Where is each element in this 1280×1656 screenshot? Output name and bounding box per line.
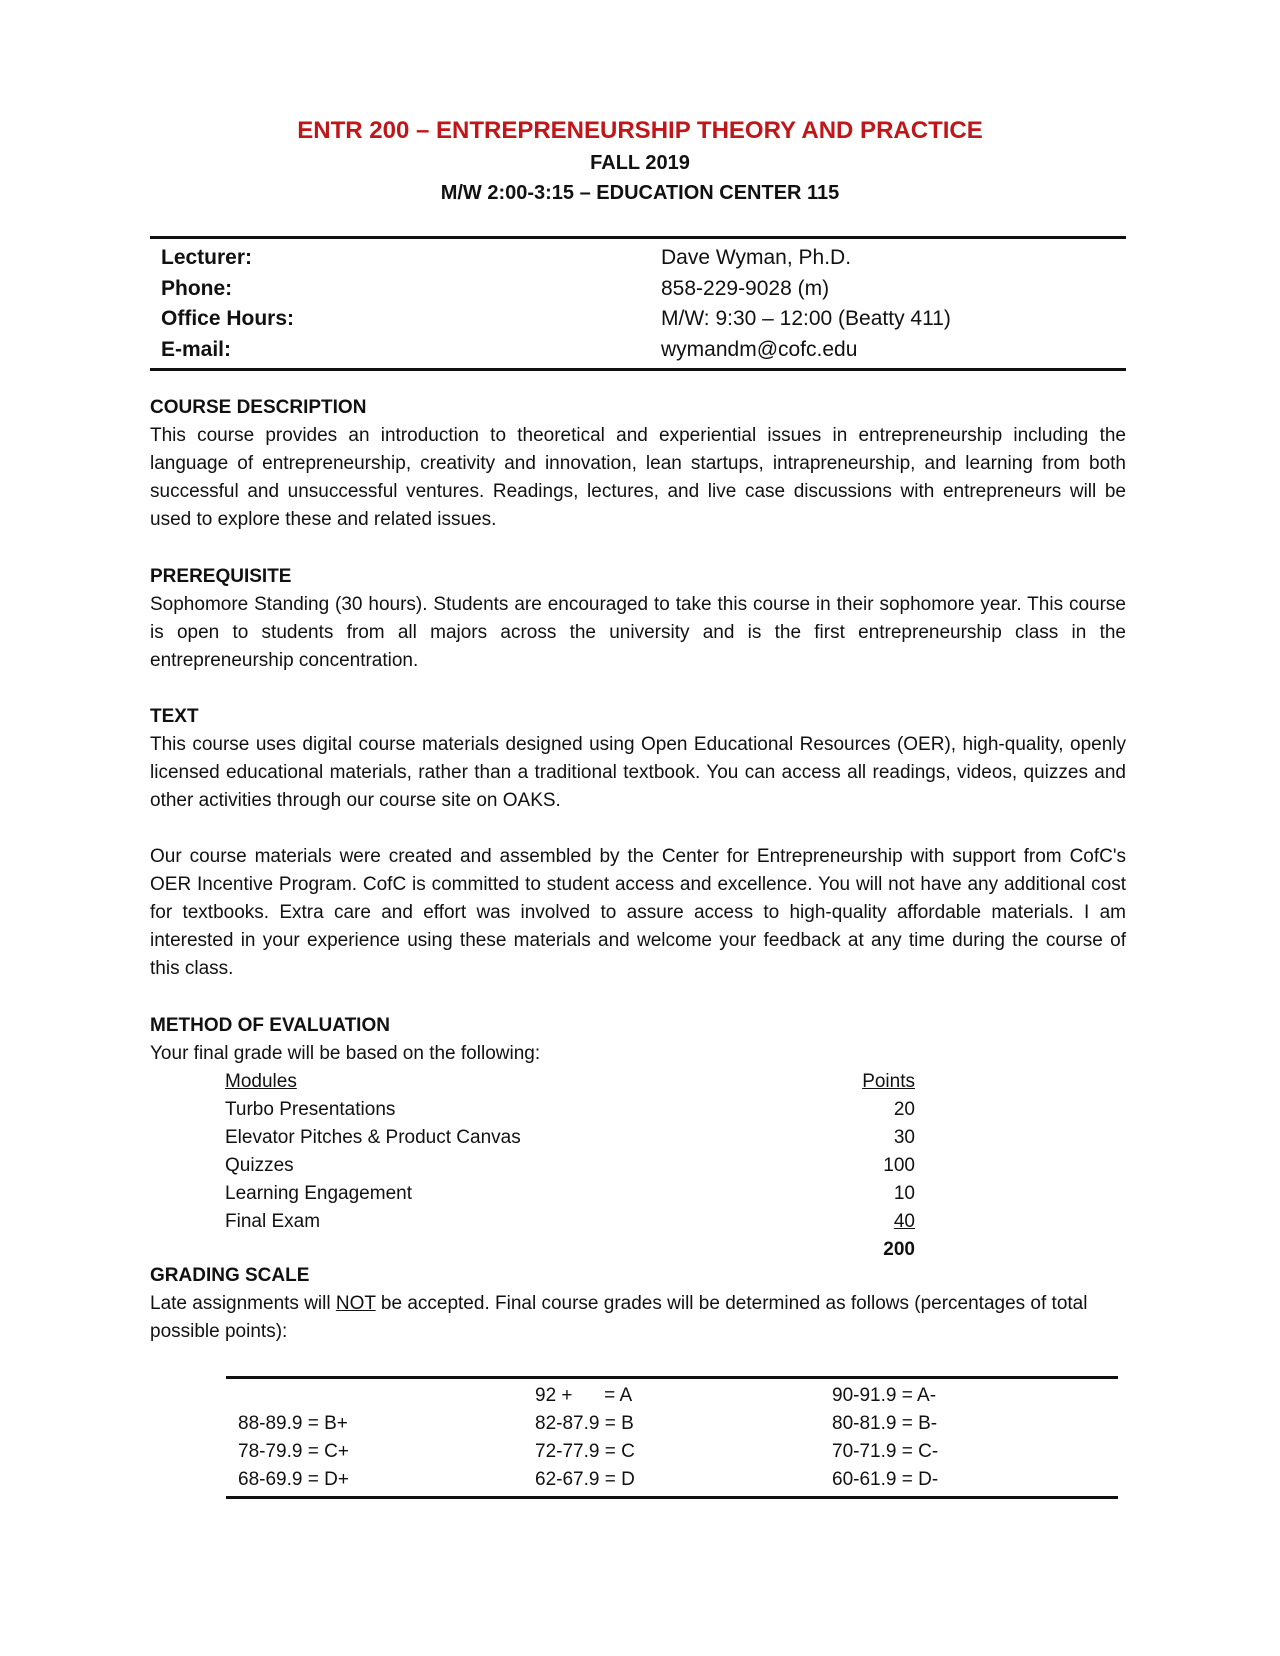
column-header: Points (862, 1071, 915, 1092)
contact-label: Lecturer: (161, 246, 253, 269)
evaluation-section (150, 1012, 1126, 1068)
contact-label: E-mail: (161, 337, 232, 361)
table-row (226, 1466, 1118, 1494)
grade-cell: 68-69.9 = D+ (238, 1469, 349, 1490)
term: FALL 2019 (590, 152, 690, 174)
grade-cell: 80-81.9 = B- (832, 1413, 938, 1434)
evaluation-table (225, 1068, 915, 1264)
grade-cell: 92 + = A (535, 1385, 633, 1406)
table-row (226, 1382, 1118, 1410)
contact-row (150, 274, 1126, 305)
table-row (225, 1124, 915, 1152)
contact-row (150, 335, 1126, 366)
email-address: wymandm@cofc.edu (661, 337, 858, 361)
table-row (225, 1180, 915, 1208)
grade-cell: 90-91.9 = A- (832, 1385, 937, 1406)
emphasis-not: NOT (335, 1293, 376, 1314)
module-points: 20 (893, 1099, 915, 1120)
contact-table (150, 236, 1126, 371)
section-heading: GRADING SCALE (150, 1265, 310, 1286)
module-points: 100 (883, 1155, 915, 1176)
grade-scale-table (226, 1376, 1118, 1499)
module-points: 30 (893, 1127, 915, 1148)
section-heading: TEXT (150, 706, 199, 727)
paragraph: This course uses digital course materials designed using Open Educational Resources (OER), high-quality, openly licensed educational materials, rather than a traditional textbook. You can access all readings, videos, quizzes and other activities through our course site on OAKS. (150, 734, 1126, 811)
course-description-section (150, 394, 1126, 534)
paragraph: Sophomore Standing (30 hours). Students are encouraged to take this course in their sophomore year. This course is open to students from all majors across the university and is the first entrepreneurship class in the entrepreneurship concentration. (150, 594, 1126, 671)
module-name: Quizzes (225, 1155, 294, 1176)
module-name: Final Exam (225, 1211, 321, 1232)
table-row (225, 1208, 915, 1236)
total-points: 200 (883, 1239, 915, 1260)
schedule: M/W 2:00-3:15 – EDUCATION CENTER 115 (440, 182, 840, 204)
grade-cell: 70-71.9 = C- (832, 1441, 939, 1462)
grading-text (150, 1290, 1126, 1346)
section-heading: METHOD OF EVALUATION (150, 1015, 390, 1036)
text-section (150, 703, 1126, 983)
section-heading: COURSE DESCRIPTION (150, 397, 367, 418)
grade-cell: 82-87.9 = B (535, 1413, 634, 1434)
column-header: Modules (225, 1071, 297, 1092)
office-hours: M/W: 9:30 – 12:00 (Beatty 411) (661, 307, 951, 330)
title-block (0, 114, 1280, 208)
prerequisite-section (150, 563, 1126, 675)
module-name: Turbo Presentations (225, 1099, 396, 1120)
grade-cell: 62-67.9 = D (535, 1469, 635, 1490)
contact-label: Phone: (161, 276, 233, 300)
module-name: Elevator Pitches & Product Canvas (225, 1127, 521, 1148)
table-row (225, 1152, 915, 1180)
total-spacer (225, 1236, 785, 1264)
grading-section (150, 1262, 1126, 1346)
course-title: ENTR 200 – ENTREPRENEURSHIP THEORY AND PRACTICE (297, 117, 983, 144)
grading-text-after: be accepted. Final course grades will be determined as follows (percentages of total possible points): (150, 1293, 1088, 1342)
section-heading: PREREQUISITE (150, 566, 292, 587)
grade-cell: 78-79.9 = C+ (238, 1441, 349, 1462)
grading-text-before: Late assignments will (150, 1293, 336, 1314)
grade-cell: 60-61.9 = D- (832, 1469, 939, 1490)
grade-cell: 72-77.9 = C (535, 1441, 635, 1462)
table-row (225, 1096, 915, 1124)
evaluation-intro: Your final grade will be based on the following: (150, 1043, 541, 1064)
module-points: 40 (893, 1211, 915, 1232)
phone-number: 858-229-9028 (m) (661, 276, 830, 300)
module-points: 10 (893, 1183, 915, 1204)
contact-row (150, 304, 1126, 335)
contact-row (150, 243, 1126, 274)
contact-label: Office Hours: (161, 307, 295, 330)
paragraph: This course provides an introduction to theoretical and experiential issues in entrepreneurship including the language of entrepreneurship, creativity and innovation, lean startups, intrapreneurship, and learning from both successful and unsuccessful ventures. Readings, lectures, and live case discussions with entrepreneurs will be used to explore these and related issues. (150, 425, 1126, 530)
paragraph: Our course materials were created and assembled by the Center for Entrepreneurship with support from CofC's OER Incentive Program. CofC is committed to student access and excellence. You will not have any additional cost for textbooks. Extra care and effort was involved to assure access to high-quality affordable materials. I am interested in your experience using these materials and welcome your feedback at any time during the course of this class. (150, 846, 1126, 979)
table-header-row (225, 1068, 915, 1096)
total-row (225, 1236, 915, 1264)
table-row (226, 1438, 1118, 1466)
grade-cell (226, 1382, 523, 1410)
grade-cell: 88-89.9 = B+ (238, 1413, 348, 1434)
module-name: Learning Engagement (225, 1183, 412, 1204)
lecturer-name: Dave Wyman, Ph.D. (661, 246, 852, 269)
table-row (226, 1410, 1118, 1438)
